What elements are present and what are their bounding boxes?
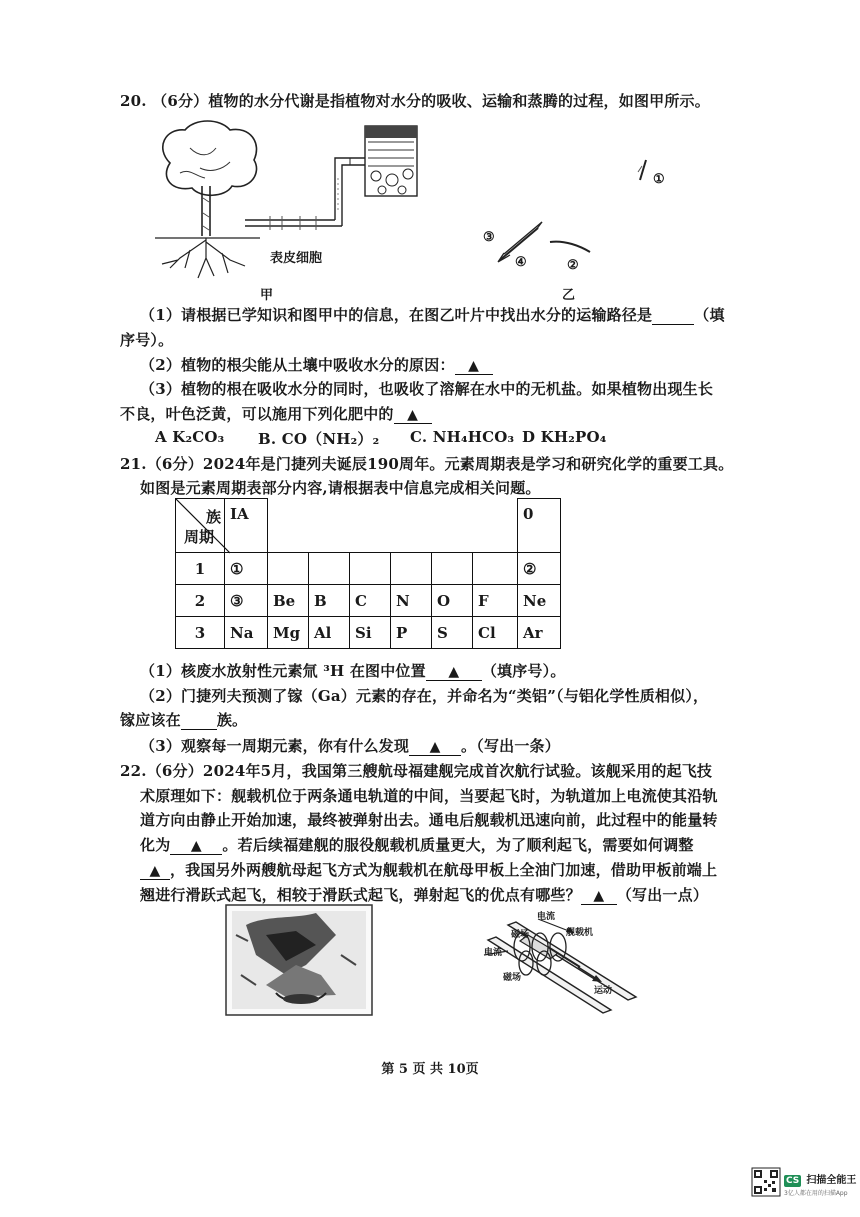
q22-fig-label-aircraft: 舰载机 (566, 928, 594, 938)
table-cell-element: Al (309, 617, 350, 649)
table-cell-position-2: ② (518, 553, 561, 585)
q20-option-c: C. NH₄HCO₃ (410, 428, 515, 446)
table-header-gap (268, 499, 518, 553)
triangle-mark: ▲ (593, 888, 605, 904)
table-cell-empty (350, 553, 391, 585)
q20-sub1-line1 (140, 304, 725, 325)
q22-energy-answer-blank[interactable] (170, 836, 222, 855)
table-cell-position-1: ① (225, 553, 268, 585)
q20-sub1-answer-blank[interactable] (652, 306, 694, 325)
q22-line6-text-b: （写出一点） (616, 886, 709, 904)
q22-line4-text-b: 。若后续福建舰的服役舰载机质量更大，为了顺利起飞，需要如何调整 (222, 836, 694, 854)
table-cell-element: Na (225, 617, 268, 649)
scanner-subtitle: 3亿人都在用的扫描App (784, 1190, 848, 1197)
q20-stem: 20. （6分）植物的水分代谢是指植物对水分的吸收、运输和蒸腾的过程，如图甲所示。 (120, 92, 710, 110)
q21-sub1-line (140, 660, 566, 681)
q20-sub2-line (140, 354, 493, 375)
table-col-0: 0 (518, 499, 561, 553)
table-cell-position-3: ③ (225, 585, 268, 617)
triangle-mark: ▲ (149, 863, 161, 879)
triangle-mark: ▲ (448, 664, 460, 680)
q21-sub2-text-c: 族。 (216, 711, 248, 729)
periodic-table (175, 498, 561, 649)
q20-label-path-2: ② (567, 258, 579, 273)
table-header-zhouqi: 周期 (184, 528, 215, 546)
q20-option-a: A K₂CO₃ (155, 428, 225, 446)
scanner-watermark (784, 1168, 856, 1197)
table-header-zu: 族 (205, 508, 221, 526)
q22-fig-label-field-a: 磁场 (511, 930, 530, 940)
q20-label-path-3: ③ (483, 230, 495, 245)
table-header-diagonal (176, 499, 225, 553)
q22-line5-text: ，我国另外两艘航母起飞方式为舰载机在航母甲板上全油门加速，借助甲板前端上 (170, 861, 718, 879)
table-cell-element: O (432, 585, 473, 617)
q21-sub2-line2 (120, 709, 247, 730)
table-col-IA: IA (225, 499, 268, 553)
table-cell-element: C (350, 585, 391, 617)
q22-fig-label-current-left: 电流 (484, 948, 503, 958)
q20-label-path-4: ④ (515, 255, 527, 270)
q22-launch-photo (226, 905, 372, 1015)
q22-adjust-answer-blank[interactable] (140, 861, 170, 880)
table-cell-empty (309, 553, 350, 585)
q20-sub1-text-b: （填 (694, 306, 725, 324)
table-cell-element: Cl (473, 617, 518, 649)
table-cell-element: Ne (518, 585, 561, 617)
table-cell-element: P (391, 617, 432, 649)
scanner-logo-icon: CS (786, 1176, 800, 1186)
q21-sub2-answer-blank[interactable] (181, 711, 217, 730)
q20-label-yi: 乙 (562, 288, 576, 303)
q20-sub3-line2 (120, 403, 432, 424)
triangle-mark: ▲ (190, 838, 202, 854)
q20-sub1-text: （1）请根据已学知识和图甲中的信息，在图乙叶片中找出水分的运输路径是 (140, 306, 653, 324)
table-cell-empty (391, 553, 432, 585)
q21-sub3-text: （3）观察每一周期元素，你有什么发现 (140, 737, 410, 755)
q20-figure-jia (150, 118, 440, 298)
table-cell-element: Si (350, 617, 391, 649)
triangle-mark: ▲ (407, 407, 419, 423)
table-cell-element: B (309, 585, 350, 617)
page-footer: 第 5 页 共 10页 (381, 1062, 479, 1077)
q21-sub3-line (140, 735, 560, 756)
q21-sub3-answer-blank[interactable] (409, 737, 461, 756)
q22-fig-label-current-top: 电流 (537, 912, 556, 922)
table-cell-element: Mg (268, 617, 309, 649)
q22-advantage-answer-blank[interactable] (581, 886, 617, 905)
q22-catapult-diagram (478, 905, 658, 1015)
q22-fig-label-field-b: 磁场 (503, 973, 522, 983)
q22-line4-text: 化为 (140, 836, 171, 854)
triangle-mark: ▲ (468, 358, 480, 374)
table-period-label: 2 (176, 585, 225, 617)
q21-stem-line2: 如图是元素周期表部分内容,请根据表中信息完成相关问题。 (140, 479, 541, 497)
q22-line3: 道方向由静止开始加速，最终被弹射出去。通电后舰载机迅速向前，此过程中的能量转 (140, 811, 718, 829)
q20-sub2-text: （2）植物的根尖能从土壤中吸收水分的原因： (140, 356, 455, 374)
q21-sub2-text: 镓应该在 (120, 711, 181, 729)
q20-sub3-line1: （3）植物的根在吸收水分的同时，也吸收了溶解在水中的无机盐。如果植物出现生长 (140, 380, 714, 398)
table-cell-empty (473, 553, 518, 585)
table-period-label: 3 (176, 617, 225, 649)
scanner-title: 扫描全能王 (806, 1175, 857, 1186)
q20-sub1-line2: 序号）。 (120, 331, 174, 349)
q20-figure-yi (480, 150, 680, 280)
q22-line6-text: 翘进行滑跃式起飞，相较于滑跃式起飞，弹射起飞的优点有哪些？ (140, 886, 581, 904)
table-cell-element: Ar (518, 617, 561, 649)
table-period-label: 1 (176, 553, 225, 585)
q22-line6 (140, 884, 708, 905)
q21-stem-line1: 21.（6分）2024年是门捷列夫诞辰190周年。元素周期表是学习和研究化学的重要工具。 (120, 455, 734, 473)
table-cell-empty (432, 553, 473, 585)
table-cell-element: S (432, 617, 473, 649)
q20-option-d: D KH₂PO₄ (522, 428, 607, 446)
q20-sub3-text: 不良，叶色泛黄，可以施用下列化肥中的 (120, 405, 394, 423)
q20-sub3-answer-blank[interactable] (394, 405, 432, 424)
table-cell-element: F (473, 585, 518, 617)
q20-option-b: B. CO（NH₂）₂ (258, 430, 380, 448)
q22-line4 (140, 834, 694, 855)
q22-line1: 22.（6分）2024年5月，我国第三艘航母福建舰完成首次航行试验。该舰采用的起飞技 (120, 762, 713, 780)
qr-code-icon (752, 1168, 780, 1196)
q20-label-path-1: ① (653, 172, 665, 187)
q21-sub1-text-b: （填序号）。 (481, 662, 566, 680)
q20-label-epidermal-cells: 表皮细胞 (270, 251, 323, 266)
table-cell-empty (268, 553, 309, 585)
table-cell-element: N (391, 585, 432, 617)
triangle-mark: ▲ (429, 739, 441, 755)
q20-sub2-answer-blank[interactable] (455, 356, 493, 375)
q22-fig-label-motion: 运动 (594, 986, 613, 996)
q21-sub2-line1: （2）门捷列夫预测了镓（Ga）元素的存在，并命名为“类铝”（与铝化学性质相似）， (140, 687, 709, 705)
q21-sub1-answer-blank[interactable] (426, 662, 482, 681)
q20-label-jia: 甲 (260, 288, 274, 303)
q22-line5 (140, 859, 717, 880)
q21-sub3-text-b: 。（写出一条） (461, 737, 560, 755)
q21-sub1-text: （1）核废水放射性元素氚 ³H 在图中位置 (140, 662, 426, 680)
table-cell-element: Be (268, 585, 309, 617)
q22-line2: 术原理如下：舰载机位于两条通电轨道的中间，当要起飞时，为轨道加上电流使其沿轨 (140, 787, 718, 805)
